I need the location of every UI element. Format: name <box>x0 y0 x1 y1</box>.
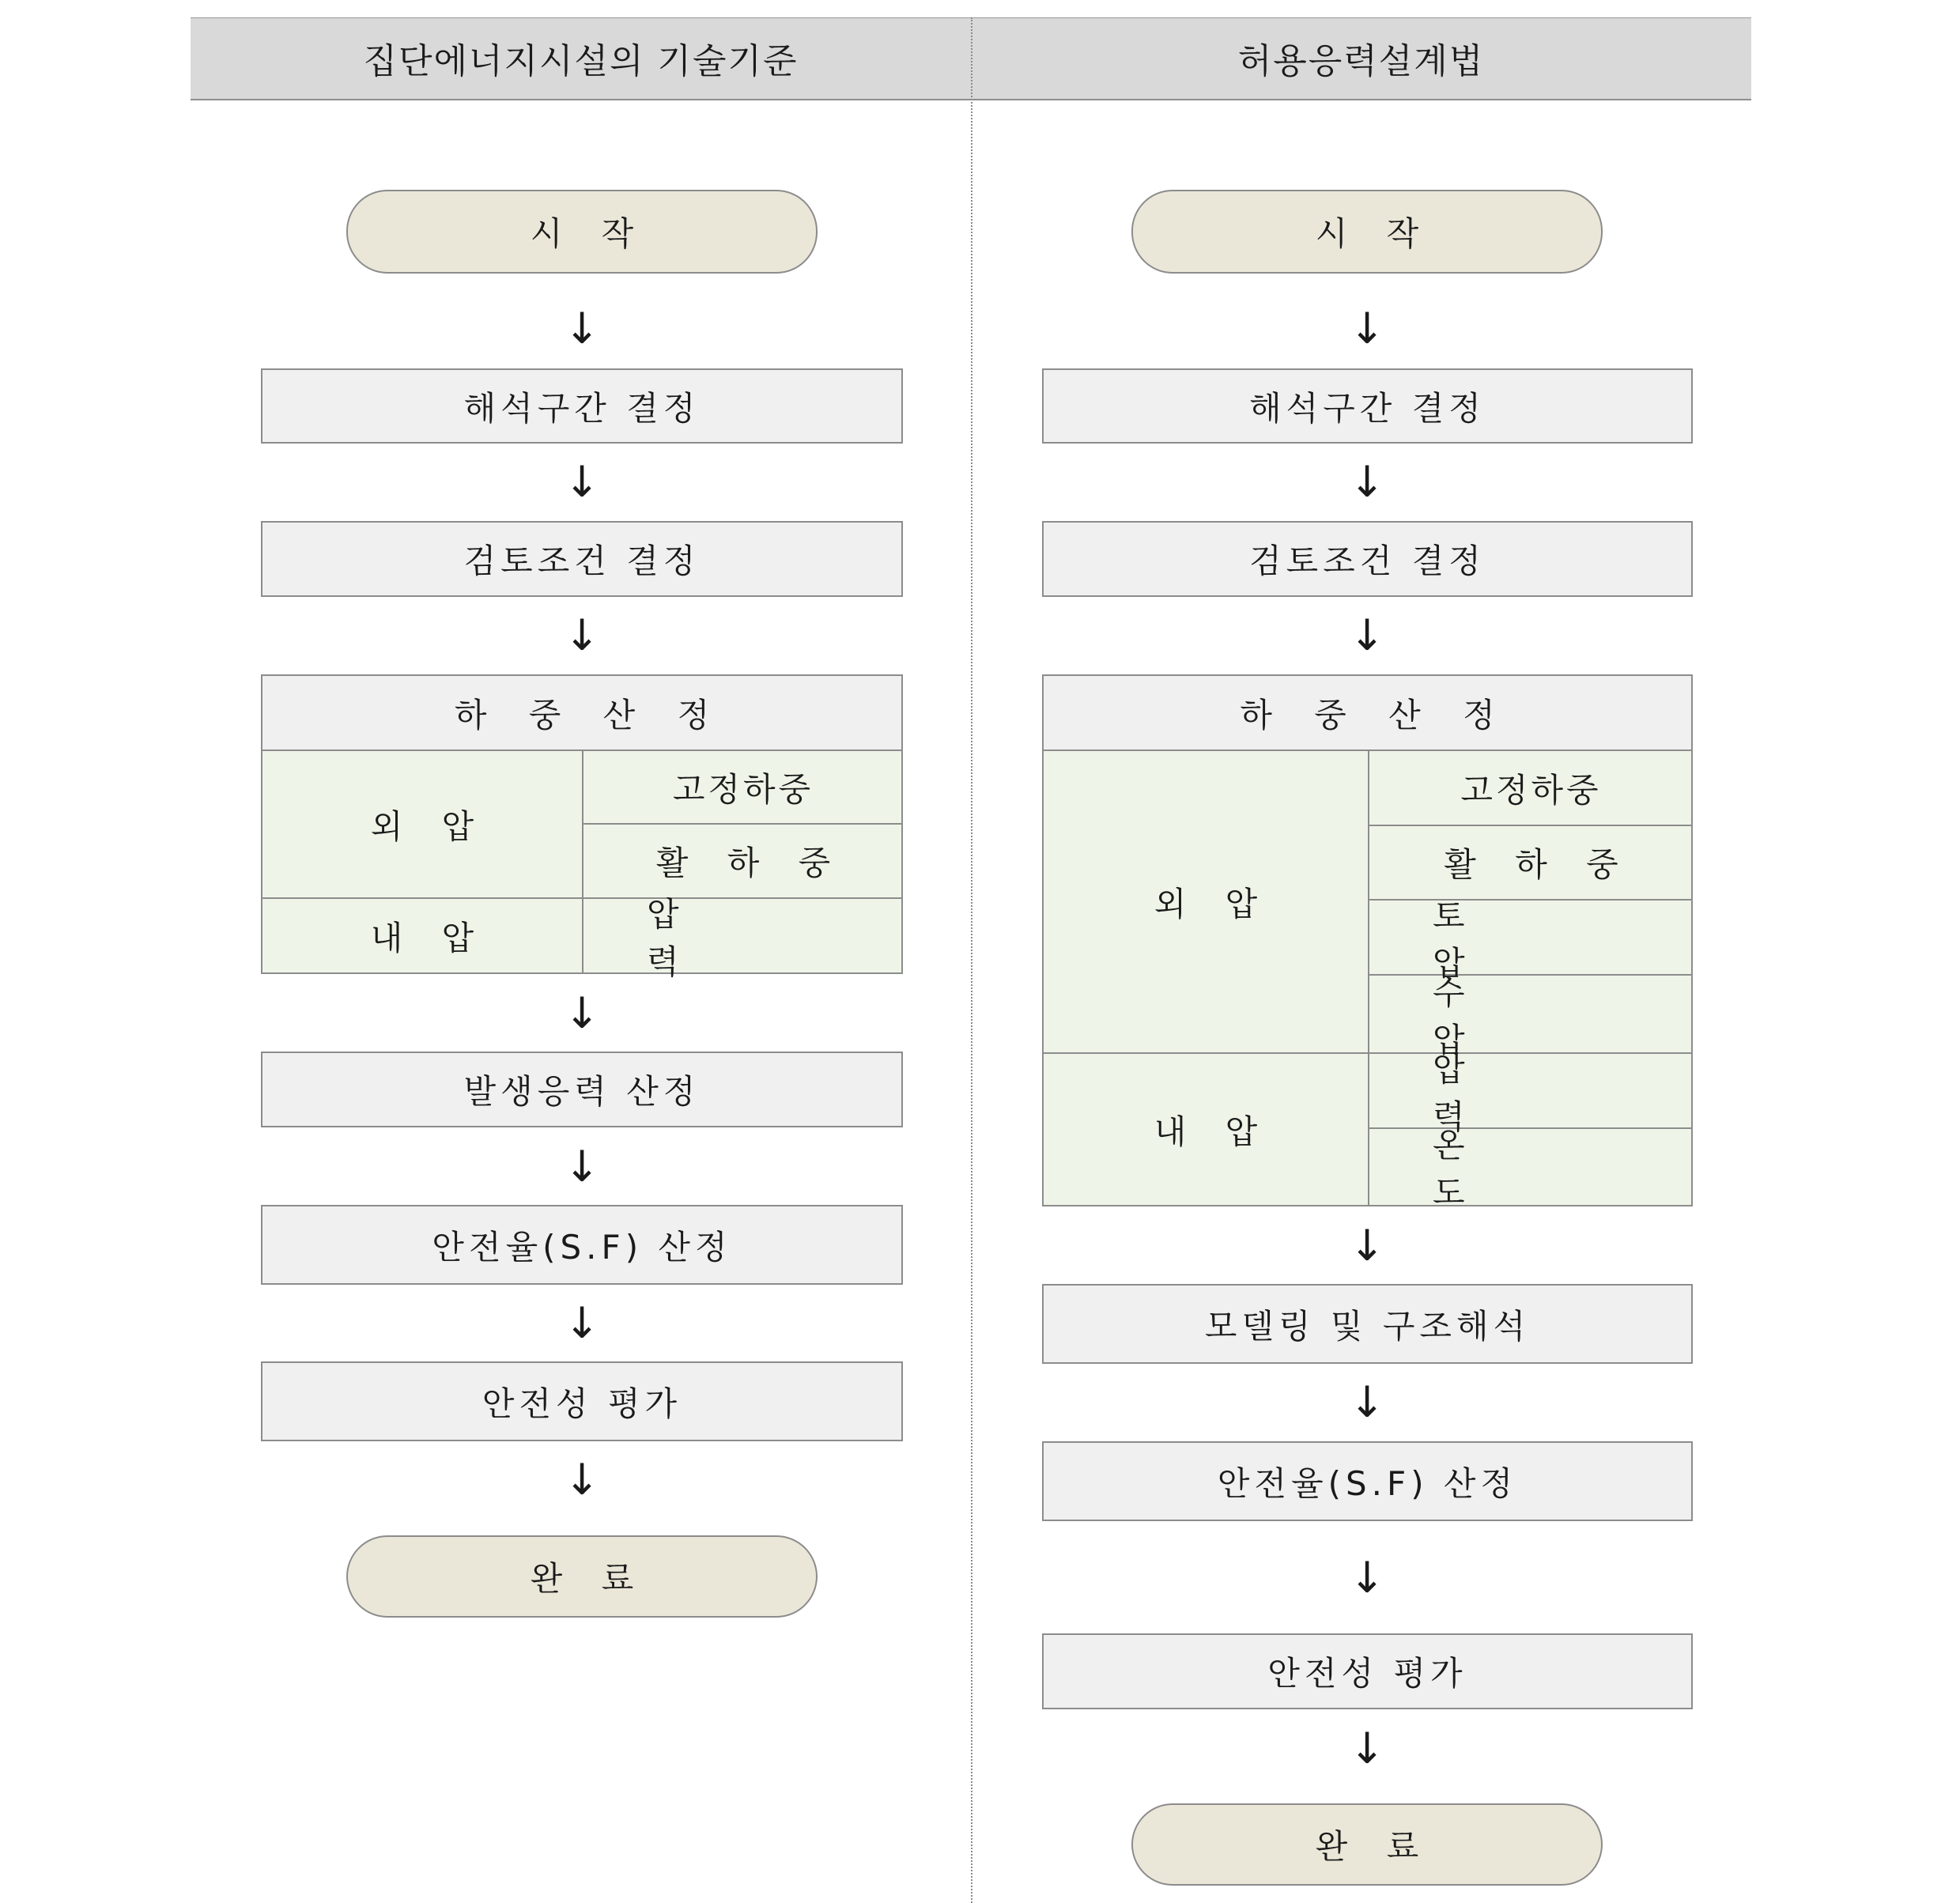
left-dead-load: 고정하중 <box>672 769 814 809</box>
right-arrow-2: ↓ <box>1349 457 1385 507</box>
left-arrow-2: ↓ <box>564 457 600 507</box>
left-external-pressure-label: 외 압 <box>370 806 489 846</box>
right-step-safety-factor: 안전율(S.F) 산정 <box>1042 1441 1693 1521</box>
left-start-node: 시 작 <box>346 190 818 274</box>
left-live-load: 활 하 중 <box>655 844 845 882</box>
left-column-title: 집단에너지시설의 기술기준 <box>363 41 799 81</box>
left-arrow-4: ↓ <box>564 988 600 1038</box>
left-step-review-conditions: 검토조건 결정 <box>261 521 903 597</box>
left-internal-pressure-label: 내 압 <box>370 918 489 957</box>
left-arrow-5: ↓ <box>564 1142 600 1191</box>
right-arrow-3: ↓ <box>1349 610 1385 660</box>
left-arrow-1: ↓ <box>564 304 600 353</box>
right-load-table <box>1042 749 1693 1212</box>
right-external-pressure-label: 외 압 <box>1154 884 1272 923</box>
right-temperature-item: 온 도 <box>1433 1126 1528 1212</box>
right-arrow-5: ↓ <box>1349 1377 1385 1427</box>
right-end-node: 완 료 <box>1131 1803 1603 1886</box>
right-live-load: 활 하 중 <box>1444 845 1633 884</box>
right-internal-pressure-label: 내 압 <box>1154 1112 1272 1151</box>
right-arrow-6: ↓ <box>1349 1553 1385 1603</box>
left-arrow-6: ↓ <box>564 1298 600 1348</box>
right-earth-pressure: 토 압 <box>1433 896 1528 983</box>
left-step-stress-calc: 발생응력 산정 <box>261 1052 903 1127</box>
left-step-safety-factor: 안전율(S.F) 산정 <box>261 1205 903 1285</box>
left-step-safety-evaluation: 안전성 평가 <box>261 1361 903 1441</box>
left-arrow-3: ↓ <box>564 610 600 660</box>
right-pressure-item: 압 력 <box>1433 1049 1528 1136</box>
right-dead-load: 고정하중 <box>1460 770 1602 810</box>
left-load-calc-title: 하 중 산 정 <box>261 674 903 751</box>
left-pressure-item: 압 력 <box>647 894 742 981</box>
right-step-review-conditions: 검토조건 결정 <box>1042 521 1693 597</box>
right-step-analysis-section: 해석구간 결정 <box>1042 368 1693 444</box>
right-arrow-7: ↓ <box>1349 1724 1385 1773</box>
column-divider <box>971 17 972 1903</box>
right-step-modeling-analysis: 모델링 및 구조해석 <box>1042 1284 1693 1364</box>
left-arrow-7: ↓ <box>564 1455 600 1505</box>
right-water-pressure: 수 압 <box>1433 972 1528 1059</box>
right-start-node: 시 작 <box>1131 190 1603 274</box>
left-step-analysis-section: 해석구간 결정 <box>261 368 903 444</box>
right-step-safety-evaluation: 안전성 평가 <box>1042 1633 1693 1709</box>
right-arrow-4: ↓ <box>1349 1221 1385 1271</box>
right-arrow-1: ↓ <box>1349 304 1385 353</box>
left-end-node: 완 료 <box>346 1535 818 1618</box>
right-load-calc-title: 하 중 산 정 <box>1042 674 1693 751</box>
right-column-title: 허용응력설계법 <box>1237 41 1485 81</box>
left-load-table <box>261 749 903 981</box>
